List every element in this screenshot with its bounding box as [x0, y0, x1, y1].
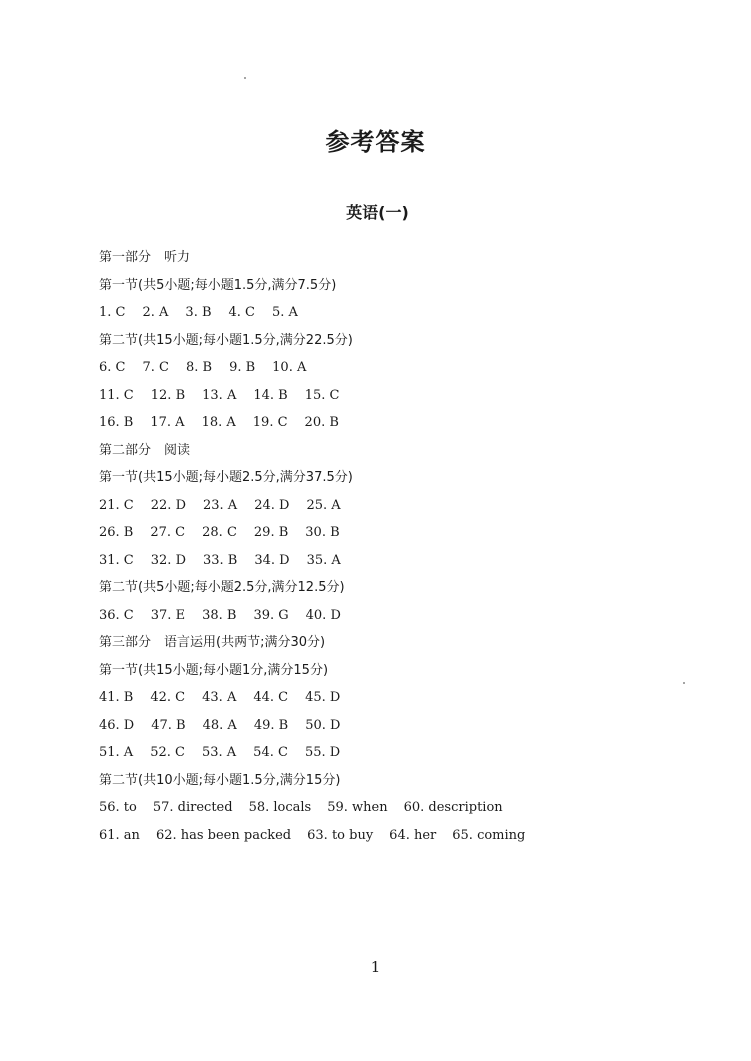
answer-item: 52. C [150, 745, 185, 760]
answer-item: 50. D [305, 717, 341, 733]
section-heading: 第一节(共15小题;每小题2.5分,满分37.5分) [99, 470, 353, 485]
answer-item: 39. G [253, 607, 289, 623]
answer-row [99, 492, 699, 520]
answer-row [99, 602, 699, 630]
answer-item: 31. C [99, 552, 134, 568]
answer-item: 8. B [185, 360, 213, 375]
answer-item: 16. B [99, 415, 134, 430]
answer-item: 42. C [150, 690, 186, 705]
answer-item: 36. C [99, 607, 134, 623]
answer-item: 35. A [306, 552, 341, 568]
answer-item: 15. C [304, 387, 340, 403]
answer-item: 59. when [327, 800, 388, 815]
answer-item: 22. D [150, 497, 186, 513]
answer-item: 34. D [254, 552, 290, 568]
answer-row [99, 299, 699, 327]
answer-item: 44. C [253, 690, 289, 705]
answer-item: 29. B [253, 525, 289, 540]
answer-item: 32. D [150, 552, 186, 568]
answer-item: 25. A [306, 497, 341, 513]
section-heading: 第三部分 语言运用(共两节;满分30分) [99, 635, 326, 650]
answer-item: 30. B [305, 525, 340, 540]
answer-row [99, 739, 699, 767]
answer-item: 45. D [305, 690, 341, 705]
section-heading: 第二节(共5小题;每小题2.5分,满分12.5分) [99, 580, 345, 595]
section-heading: 第二节(共10小题;每小题1.5分,满分15分) [99, 772, 341, 788]
section-heading: 第二节(共15小题;每小题1.5分,满分22.5分) [99, 332, 353, 348]
answer-row [99, 712, 699, 740]
answer-item: 51. A [99, 745, 134, 760]
answer-item: 13. A [202, 387, 237, 403]
answer-row [99, 794, 699, 822]
answer-item: 38. B [202, 607, 237, 623]
answer-row [99, 822, 699, 850]
answer-item: 60. description [403, 800, 503, 815]
answer-item: 41. B [99, 690, 134, 705]
section-heading: 第一节(共5小题;每小题1.5分,满分7.5分) [99, 277, 337, 293]
answer-item: 24. D [254, 497, 290, 513]
answer-item: 5. A [272, 305, 298, 320]
answer-item: 4. C [228, 305, 255, 320]
answer-item: 26. B [99, 525, 134, 540]
answer-item: 61. an [99, 827, 140, 843]
answer-list [99, 244, 699, 849]
answer-item: 33. B [203, 552, 238, 568]
answer-item: 20. B [304, 415, 339, 430]
answer-item: 19. C [252, 415, 288, 430]
answer-item: 40. D [305, 607, 341, 623]
answer-item: 23. A [203, 497, 238, 513]
answer-item: 48. A [202, 717, 237, 733]
answer-item: 21. C [99, 497, 134, 513]
answer-item: 54. C [253, 745, 288, 760]
answer-item: 53. A [201, 745, 237, 760]
answer-item: 27. C [150, 525, 186, 540]
answer-row [99, 382, 699, 410]
answer-item: 1. C [99, 305, 126, 320]
answer-item: 3. B [185, 305, 212, 320]
answer-item: 55. D [304, 745, 341, 760]
answer-item: 10. A [272, 360, 307, 375]
answer-item: 64. her [389, 827, 437, 843]
answer-item: 17. A [150, 415, 185, 430]
answer-item: 46. D [99, 717, 135, 733]
page-title: 参考答案 [325, 128, 426, 156]
section-subtitle: 英语(一) [346, 203, 409, 222]
answer-item: 18. A [201, 415, 236, 430]
section-heading: 第一节(共15小题;每小题1分,满分15分) [99, 662, 329, 678]
answer-item: 56. to [99, 800, 137, 815]
scan-speck [244, 77, 246, 79]
section-heading: 第二部分 阅读 [99, 442, 191, 458]
answer-row [99, 519, 699, 547]
answer-item: 7. C [142, 360, 169, 375]
answer-item: 37. E [150, 607, 186, 623]
answer-item: 6. C [99, 360, 126, 375]
answer-row [99, 547, 699, 575]
answer-item: 9. B [229, 360, 256, 375]
answer-item: 57. directed [152, 800, 233, 815]
answer-item: 49. B [253, 717, 289, 733]
answer-row [99, 684, 699, 712]
answer-item: 47. B [151, 717, 186, 733]
page-number: 1 [370, 958, 381, 976]
answer-item: 14. B [253, 387, 288, 403]
answer-item: 63. to buy [307, 827, 374, 843]
answer-item: 62. has been packed [155, 827, 292, 843]
answer-item: 43. A [202, 690, 237, 705]
answer-item: 2. A [142, 305, 169, 320]
answer-item: 58. locals [248, 800, 312, 815]
answer-row [99, 409, 699, 437]
answer-item: 28. C [202, 525, 237, 540]
answer-item: 12. B [150, 387, 186, 403]
answer-item: 65. coming [452, 827, 526, 843]
answer-item: 11. C [99, 387, 134, 403]
section-heading: 第一部分 听力 [99, 250, 191, 265]
answer-row [99, 354, 699, 382]
